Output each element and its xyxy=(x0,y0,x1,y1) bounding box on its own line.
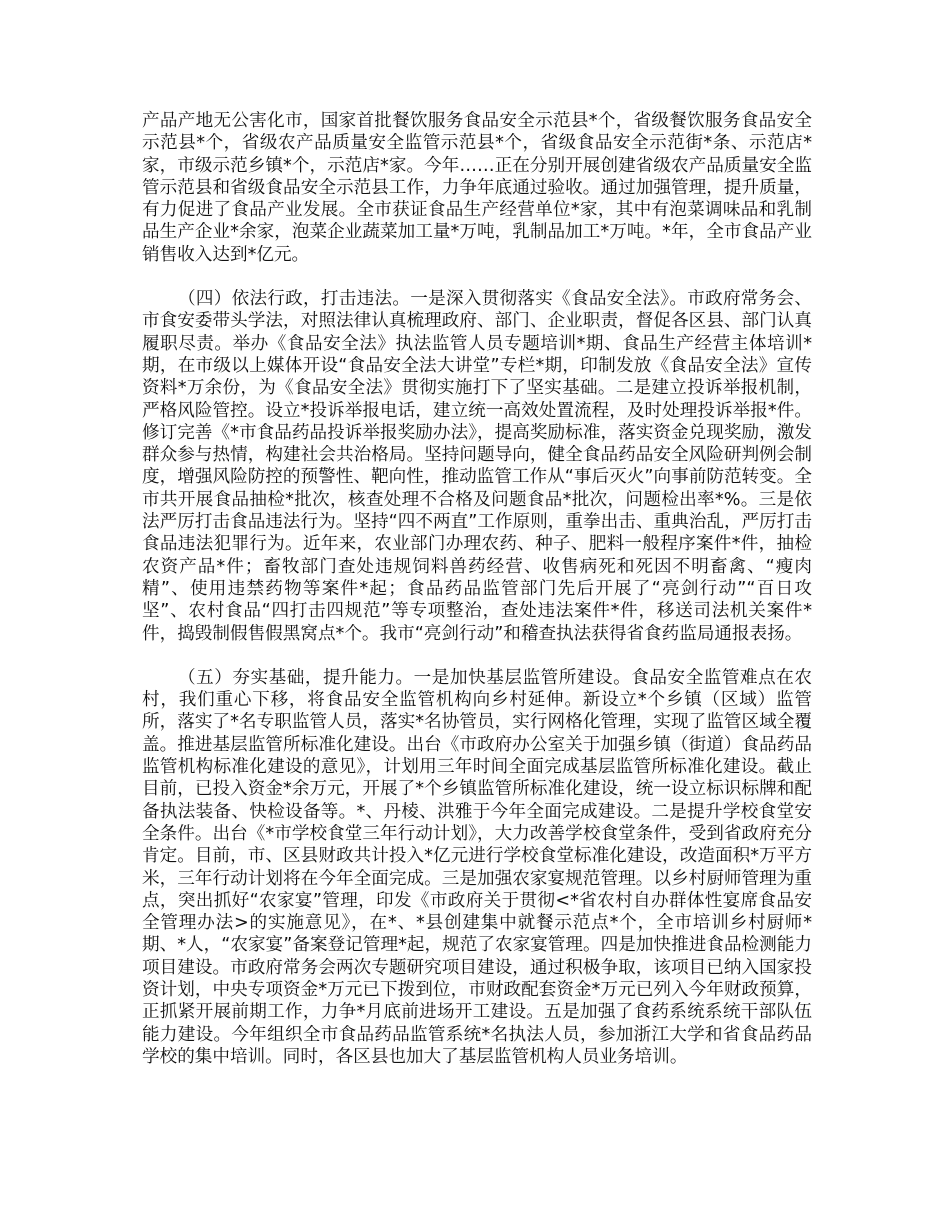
paragraph-law-enforcement: （四）依法行政，打击违法。一是深入贯彻落实《食品安全法》。市政府常务会、市食安委带头学法，对照法律认真梳理政府、部门、企业职责，督促各区县、部门认真履职尽责。举办《食品安全法》执法监管人员专题培训*期、食品生产经营主体培训*期，在市级以上媒体开设“食品安全法大讲堂”专栏*期，印制发放《食品安全法》宣传资料*万余份，为《食品安全法》贯彻实施打下了坚实基础。二是建立投诉举报机制，严格风险管控。设立*投诉举报电话，建立统一高效处置流程，及时处理投诉举报*件。修订完善《*市食品药品投诉举报奖励办法》，提高奖励标准，落实资金兑现奖励，激发群众参与热情，构建社会共治格局。坚持问题导向，健全食品药品安全风险研判例会制度，增强风险防控的预警性、靶向性，推动监管工作从“事后灭火”向事前防范转变。全市共开展食品抽检*批次，核查处理不合格及问题食品*批次，问题检出率*%。三是依法严厉打击食品违法行为。坚持“四不两直”工作原则，重拳出击、重典治乱，严厉打击食品违法犯罪行为。近年来，农业部门办理农药、种子、肥料一般程序案件*件，抽检农资产品*件；畜牧部门查处违规饲料兽药经营、收售病死和死因不明畜禽、“瘦肉精”、使用违禁药物等案件*起；食品药品监管部门先后开展了“亮剑行动”“百日攻坚”、农村食品“四打击四规范”等专项整治，查处违法案件*件，移送司法机关案件*件，捣毁制假售假黑窝点*个。我市“亮剑行动”和稽查执法获得省食药监局通报表扬。 xyxy=(142,289,812,644)
paragraph-capacity-building: （五）夯实基础，提升能力。一是加快基层监管所建设。食品安全监管难点在农村，我们重心下移，将食品安全监管机构向乡村延伸。新设立*个乡镇（区域）监管所，落实了*名专职监管人员，落实*名协管员，实行网格化管理，实现了监管区域全覆盖。推进基层监管所标准化建设。出台《市政府办公室关于加强乡镇（街道）食品药品监管机构标准化建设的意见》，计划用三年时间全面完成基层监管所标准化建设。截止目前，已投入资金*余万元，开展了*个乡镇监管所标准化建设，统一设立标识标牌和配备执法装备、快检设备等。*、丹棱、洪雅于今年全面完成建设。二是提升学校食堂安全条件。出台《*市学校食堂三年行动计划》，大力改善学校食堂条件，受到省政府充分肯定。目前，市、区县财政共计投入*亿元进行学校食堂标准化建设，改造面积*万平方米，三年行动计划将在今年全面完成。三是加强农家宴规范管理。以乡村厨师管理为重点，突出抓好“农家宴”管理，印发《市政府关于贯彻<*省农村自办群体性宴席食品安全管理办法>的实施意见》，在*、*县创建集中就餐示范点*个，全市培训乡村厨师*期、*人，“农家宴”备案登记管理*起，规范了农家宴管理。四是加快推进食品检测能力项目建设。市政府常务会两次专题研究项目建设，通过积极争取，该项目已纳入国家投资计划，中央专项资金*万元已下拨到位，市财政配套资金*万元已列入今年财政预算，正抓紧开展前期工作，力争*月底前进场开工建设。五是加强了食药系统系统干部队伍能力建设。今年组织全市食品药品监管系统*名执法人员，参加浙江大学和省食品药品学校的集中培训。同时，各区县也加大了基层监管机构人员业务培训。 xyxy=(142,667,812,1067)
paragraph-food-industry: 产品产地无公害化市，国家首批餐饮服务食品安全示范县*个，省级餐饮服务食品安全示范县*个，省级农产品质量安全监管示范县*个，省级食品安全示范街*条、示范店*家，市级示范乡镇*个，示范店*家。今年……正在分别开展创建省级农产品质量安全监管示范县和省级食品安全示范县工作，力争年底通过验收。通过加强管理，提升质量，有力促进了食品产业发展。全市获证食品生产经营单位*家，其中有泡菜调味品和乳制品生产企业*余家，泡菜企业蔬菜加工量*万吨，乳制品加工*万吨。*年，全市食品产业销售收入达到*亿元。 xyxy=(142,111,812,265)
